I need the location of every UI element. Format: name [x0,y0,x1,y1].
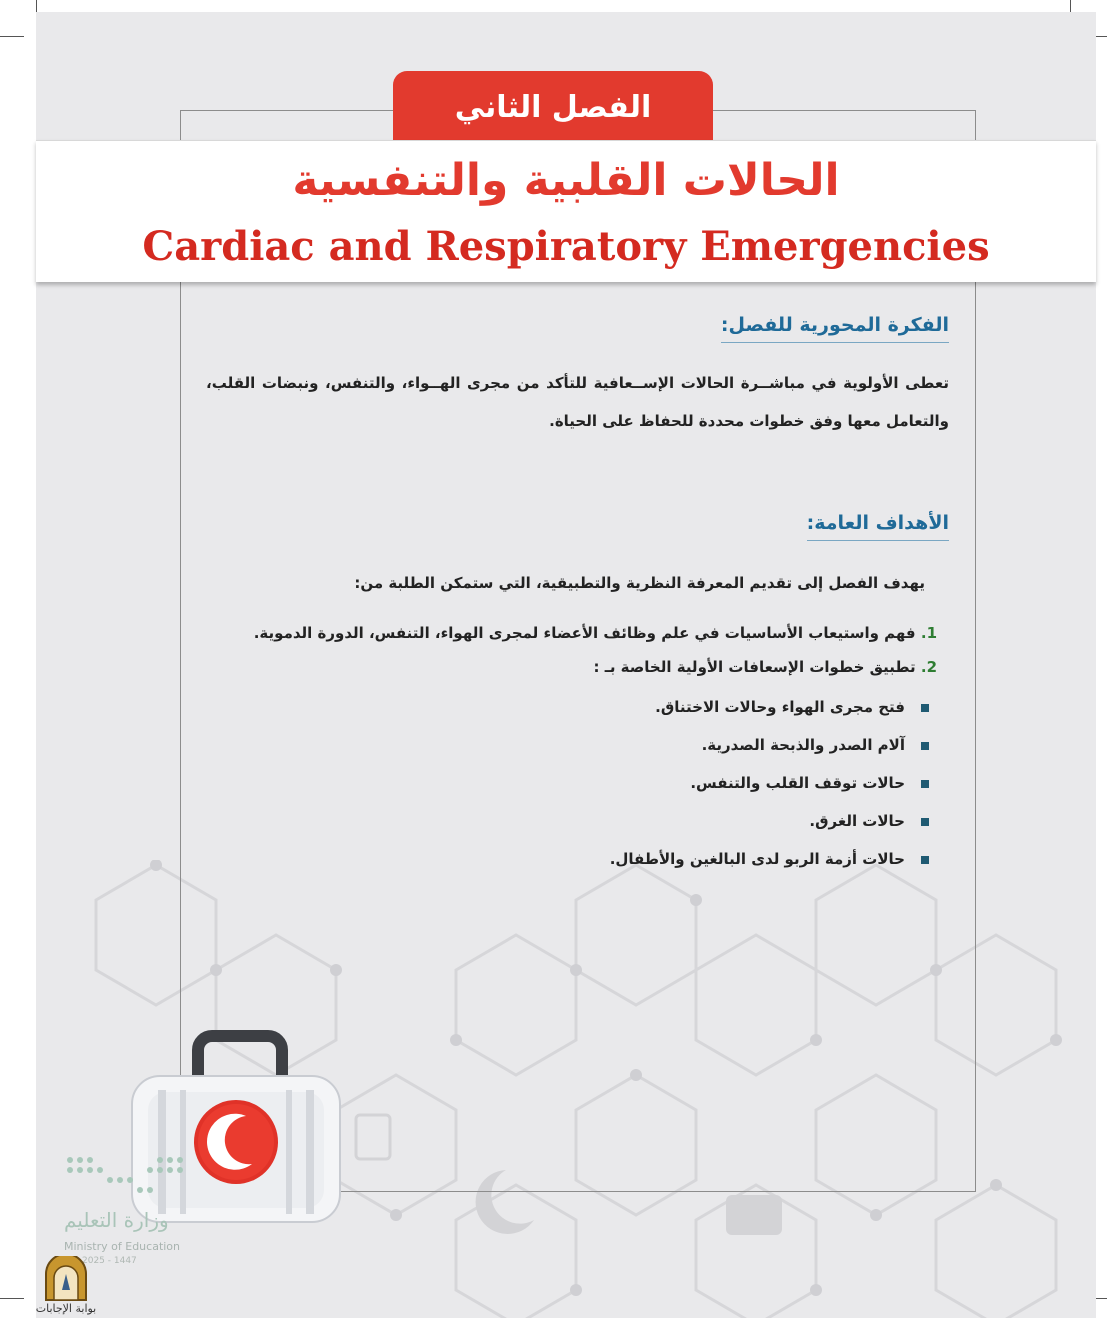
goal-number: 1. [920,624,937,642]
crop-mark [0,1298,24,1299]
square-bullet-icon [921,742,929,750]
gate-label: بوابة الإجابات [35,1302,97,1315]
ministry-name-arabic: وزارة التعليم [64,1208,169,1232]
answers-gate-logo [30,1256,102,1318]
chapter-title-arabic: الحالات القلبية والتنفسية [292,155,840,206]
bullet-item: آلام الصدر والذبحة الصدرية. [702,736,929,754]
goal-text: تطبيق خطوات الإسعافات الأولية الخاصة بـ : [593,658,916,676]
square-bullet-icon [921,856,929,864]
bullet-item: فتح مجرى الهواء وحالات الاختناق. [655,698,929,716]
bullet-item: حالات أزمة الربو لدى البالغين والأطفال. [610,850,929,868]
central-idea-text: تعطى الأولوية في مباشــرة الحالات الإســعافية للتأكد من مجرى الهــواء، والتنفس، ونبضات القلب، والتعامل معها وفق خطوات محددة للحفاظ على الحياة. [206,374,949,430]
goal-item [254,624,937,642]
ministry-years: 2025 - 1447 [82,1256,137,1266]
chapter-title-english: Cardiac and Respiratory Emergencies [142,223,990,270]
general-goals-heading: الأهداف العامة: [807,512,949,541]
bullet-item: حالات توقف القلب والتنفس. [690,774,929,792]
ministry-name-english: Ministry of Education [64,1240,181,1253]
goal-text: فهم واستيعاب الأساسيات في علم وظائف الأعضاء لمجرى الهواء، التنفس، الدورة الدموية. [253,624,916,642]
goal-number: 2. [920,658,937,676]
title-band [36,140,1096,282]
central-idea-heading: الفكرة المحورية للفصل: [721,314,949,343]
goal-item [593,658,937,676]
gate-icon [30,1256,102,1302]
square-bullet-icon [921,780,929,788]
ministry-dots-icon [60,1150,200,1200]
camera-watermark-icon [726,1195,782,1235]
chapter-tab: الفصل الثاني [393,71,713,145]
crop-mark [0,36,24,37]
square-bullet-icon [921,818,929,826]
ministry-logo [60,1150,220,1270]
square-bullet-icon [921,704,929,712]
goals-intro: يهدف الفصل إلى تقديم المعرفة النظرية والتطبيقية، التي ستمكن الطلبة من: [354,574,925,592]
bullet-item: حالات الغرق. [809,812,929,830]
